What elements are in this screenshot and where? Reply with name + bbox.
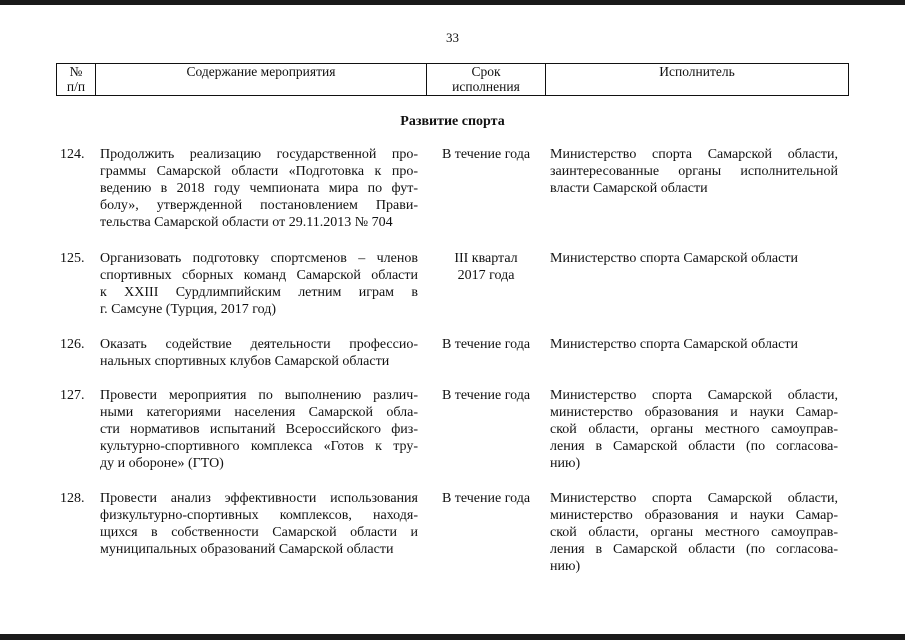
header-num-symbol: № — [69, 64, 83, 79]
term-line: В течение года — [441, 491, 531, 506]
content-line: Организовать подготовку спортсменов – членов — [100, 251, 418, 266]
row-executor — [550, 336, 838, 353]
header-num-abbr: п/п — [66, 79, 86, 94]
header-content: Содержание мероприятия — [96, 64, 427, 96]
content-line: спортивных сборных команд Самарской области — [100, 268, 418, 283]
executor-line: власти Самарской области — [550, 181, 708, 196]
content-line: сти нормативов испытаний Всероссийского физ- — [100, 422, 418, 437]
row-content — [100, 387, 418, 472]
content-line: Провести анализ эффективности использования — [100, 491, 418, 506]
content-line: к XXIII Сурдлимпийским летним играм в — [100, 285, 418, 300]
executor-line: Министерство спорта Самарской области, — [550, 491, 838, 506]
row-number: 126. — [60, 337, 85, 352]
content-line: Провести мероприятия по выполнению различ- — [100, 388, 418, 403]
executor-line: нию) — [550, 559, 581, 574]
bottom-border — [0, 634, 905, 640]
term-line: В течение года — [441, 388, 531, 403]
content-line: Оказать содействие деятельности профессио- — [100, 337, 418, 352]
term-line: III квартал — [454, 251, 518, 266]
content-line: болу», утвержденной постановлением Прави- — [100, 198, 418, 213]
section-title: Развитие спорта — [400, 114, 505, 129]
row-number: 125. — [60, 251, 85, 266]
row-content — [100, 336, 418, 370]
header-num — [57, 64, 96, 96]
content-line: культурно-спортивного комплекса «Готов к тру- — [100, 439, 418, 454]
content-line: нальных спортивных клубов Самарской области — [100, 354, 390, 369]
executor-line: Министерство спорта Самарской области, — [550, 147, 838, 162]
content-line: Продолжить реализацию государственной про- — [100, 147, 418, 162]
row-term — [432, 336, 540, 353]
row-executor — [550, 387, 838, 472]
executor-line: нию) — [550, 456, 581, 471]
executor-line: Министерство спорта Самарской области — [550, 251, 798, 266]
header-term-line2: исполнения — [452, 79, 520, 94]
executor-line: министерство образования и науки Самар- — [550, 405, 838, 420]
row-term — [432, 250, 540, 284]
content-line: щихся в собственности Самарской области и — [100, 525, 418, 540]
row-executor — [550, 250, 838, 267]
row-number: 127. — [60, 388, 85, 403]
content-line: граммы Самарской области «Подготовка к про- — [100, 164, 418, 179]
header-term-line1: Срок — [471, 64, 501, 79]
row-term — [432, 490, 540, 507]
executor-line: министерство образования и науки Самар- — [550, 508, 838, 523]
executor-line: ления в Самарской области (по согласова- — [550, 439, 838, 454]
content-line: ведению в 2018 году чемпионата мира по фут- — [100, 181, 418, 196]
executor-line: Министерство спорта Самарской области — [550, 337, 798, 352]
content-line: ными категориями населения Самарской обла- — [100, 405, 418, 420]
executor-line: ской области, органы местного самоуправ- — [550, 422, 838, 437]
content-line: г. Самсуне (Турция, 2017 год) — [100, 302, 277, 317]
content-line: тельства Самарской области от 29.11.2013 № 704 — [100, 215, 393, 230]
row-executor — [550, 146, 838, 197]
content-line: физкультурно-спортивных комплексов, находя- — [100, 508, 418, 523]
content-line: ду и обороне» (ГТО) — [100, 456, 224, 471]
page-number: 33 — [446, 30, 459, 45]
executor-line: ской области, органы местного самоуправ- — [550, 525, 838, 540]
row-executor — [550, 490, 838, 575]
row-content — [100, 490, 418, 558]
executor-line: заинтересованные органы исполнительной — [550, 164, 838, 179]
row-content — [100, 250, 418, 318]
header-term — [427, 64, 546, 96]
row-term — [432, 387, 540, 404]
term-line: 2017 года — [457, 268, 515, 283]
row-content — [100, 146, 418, 231]
row-term — [432, 146, 540, 163]
top-border — [0, 0, 905, 5]
executor-line: ления в Самарской области (по согласова- — [550, 542, 838, 557]
executor-line: Министерство спорта Самарской области, — [550, 388, 838, 403]
row-number: 128. — [60, 491, 85, 506]
table-header — [56, 63, 849, 96]
row-number: 124. — [60, 147, 85, 162]
content-line: муниципальных образований Самарской области — [100, 542, 394, 557]
term-line: В течение года — [441, 147, 531, 162]
term-line: В течение года — [441, 337, 531, 352]
header-executor: Исполнитель — [546, 64, 849, 96]
